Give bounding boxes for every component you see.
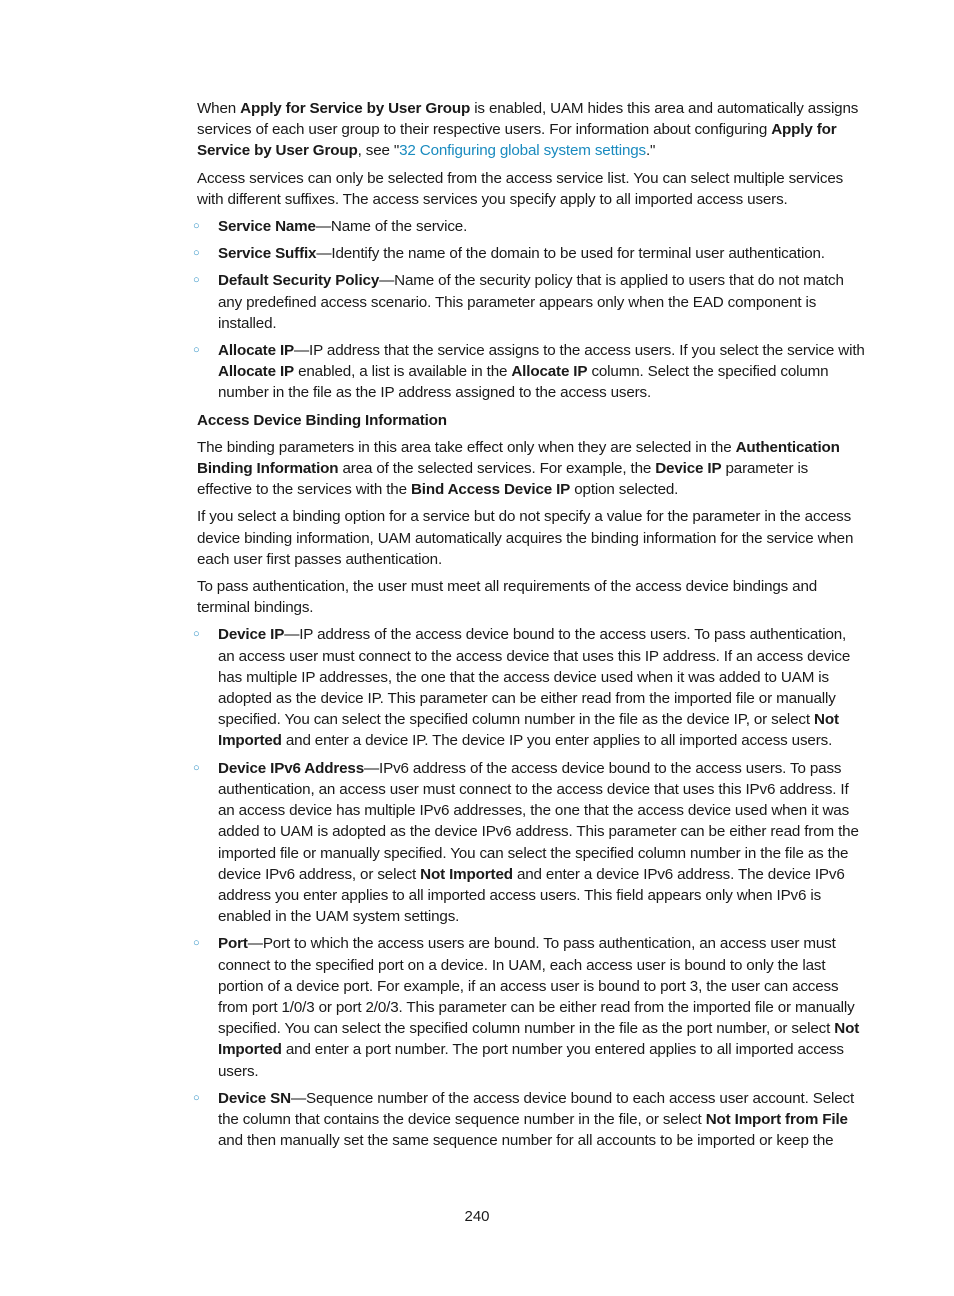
circle-bullet-icon: ○ [193,247,200,260]
service-parameter-list [193,216,865,404]
list-item [193,270,865,334]
text: The binding parameters in this area take effect only when they are selected in the [197,438,736,456]
bold-term: Allocate IP [218,342,295,360]
bold-term: Authentication Binding Information [197,438,840,478]
intro-paragraph [197,98,865,162]
text: —IPv6 address of the access device bound to the access users. To pass authentication, an access user must connect to the access device that uses this IPv6 address. If an access device has multiple IPv6 addresses, the one that the access device used when it was added to UAM is adopted as the device IPv6 address. This parameter can be either read from the imported file or manually specified. You can select the specified column number in the file as the device IPv6 address, or select [218,759,859,883]
binding-parameter-list [193,624,865,1151]
text: —Identify the name of the domain to be used for terminal user authentication. [316,245,825,263]
section-heading: Access Device Binding Information [197,411,447,429]
bold-term: Device SN [218,1089,291,1107]
binding-option-paragraph: If you select a binding option for a service but do not specify a value for the parameter in the access device binding information, UAM automatically acquires the binding information for the service when each user first passes authentication. [197,508,854,568]
text: —IP address of the access device bound to the access users. To pass authentication, an access user must connect to the access device that uses this IP address. If an access device has multiple IP addresses, the one that the access device used when it was added to UAM is adopted as the device IP. This parameter can be either read from the imported file or manually specified. You can select the specified column number in the file as the device IP, or select [218,626,851,729]
list-item [193,624,865,751]
circle-bullet-icon: ○ [193,628,200,641]
list-item [193,758,865,928]
bold-term: Bind Access Device IP [410,481,571,499]
text: When [197,100,241,117]
text: —IP address that the service assigns to the access users. If you select the service with [294,342,865,360]
text: column. Select the specified column number in the file as the IP address assigned to the access users. [218,363,829,402]
text: parameter is effective to the services with the [197,460,809,499]
list-item [193,1088,865,1152]
text: area of the selected services. For example, the [338,460,656,478]
binding-paragraph [197,437,865,501]
text: —Sequence number of the access device bound to each access user account. Select the column that contains the device sequence number in the file, or select [218,1089,855,1128]
access-services-paragraph: Access services can only be selected from the access service list. You can select multiple services with different suffixes. The access services you specify apply to all imported access users. [197,169,844,208]
bold-term: Device IPv6 Address [218,759,365,777]
text: , see " [357,142,400,160]
cross-reference-link[interactable]: 32 Configuring global system settings [399,142,646,160]
text: and enter a device IP. The device IP you enter applies to all imported access users. [281,732,833,750]
circle-bullet-icon: ○ [193,937,200,950]
bold-term: Device IP [218,626,285,644]
document-body [193,98,865,1157]
bold-term: Default Security Policy [218,272,380,290]
list-item [193,933,865,1081]
bold-term: Allocate IP [218,363,295,381]
text: and enter a port number. The port number you entered applies to all imported access users. [218,1041,844,1080]
circle-bullet-icon: ○ [193,344,200,357]
bold-term: Not Imported [218,711,839,750]
bold-term: Service Name [218,218,316,236]
list-item [193,243,865,264]
bold-term: Apply for Service by User Group [240,100,471,117]
list-item [193,216,865,237]
bold-term: Not Import from File [705,1110,848,1128]
text: is enabled, UAM hides this area and automatically assigns services of each user group to their respective users. For information about configuring [197,100,859,139]
circle-bullet-icon: ○ [193,761,200,774]
text: —Name of the service. [315,218,468,236]
bold-term: Not Imported [218,1020,860,1059]
page-number: 240 [464,1208,490,1225]
text: ." [645,142,656,160]
circle-bullet-icon: ○ [193,220,200,233]
text: and then manually set the same sequence number for all accounts to be imported or keep the [218,1132,834,1150]
text: option selected. [570,481,679,499]
bold-term: Port [218,935,248,953]
circle-bullet-icon: ○ [193,1091,200,1104]
text: —Name of the security policy that is applied to users that do not match any predefined access scenario. This parameter appears only when the EAD component is installed. [218,272,844,332]
text: —Port to which the access users are bound. To pass authentication, an access user must connect to the specified port on a device. In UAM, each access user is bound to only the last portion of a device port. For example, if an access user is bound to port 3, the user can access from port 1/0/3 or port 2/0/3. This parameter can be either read from the imported file or manually specified. You can select the specified column number in the file as the port number, or select [218,935,855,1038]
text: and enter a device IPv6 address. The device IPv6 address you enter applies to all imported access users. This field appears only when IPv6 is enabled in the UAM system settings. [218,865,845,926]
list-item [193,340,865,404]
pass-authentication-paragraph: To pass authentication, the user must meet all requirements of the access device bindings and terminal bindings. [197,578,818,617]
bold-term: Not Imported [420,865,513,883]
bold-term: Allocate IP [511,363,588,381]
bold-term: Service Suffix [218,245,317,263]
bold-term: Apply for Service by User Group [197,121,837,160]
circle-bullet-icon: ○ [193,274,200,287]
bold-term: Device IP [655,460,722,478]
text: enabled, a list is available in the [294,363,512,381]
